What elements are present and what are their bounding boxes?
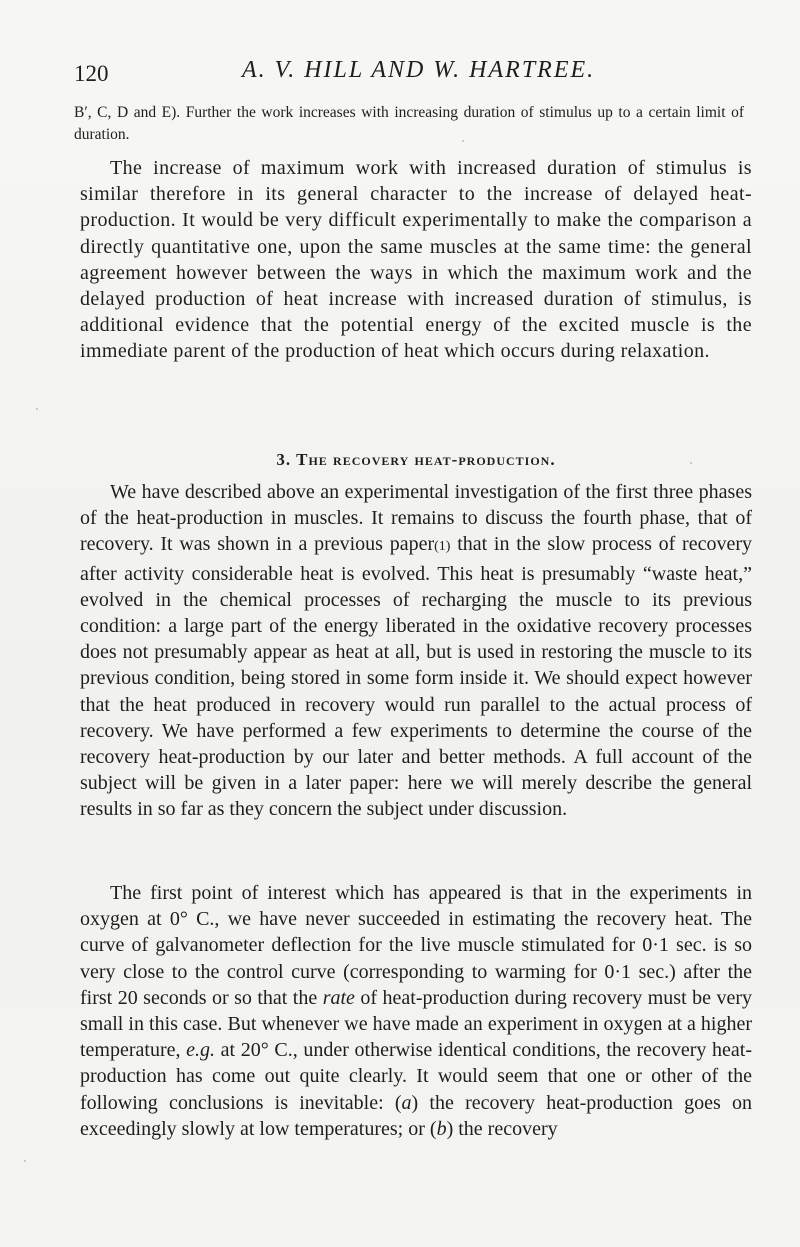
paragraph-3-part-1: The first point of interest which has appeared is that in the experiments in oxygen at 0° C., we have never succeeded in estimating the recovery heat. The curve of galvanometer deflection for the live muscle stimulated for 0·1 sec. is so very close to the control curve (corresponding to warming for 0·1 sec.) after the first 20 seconds or so that the xyxy=(80,882,752,1009)
paragraph-3-part-2: of heat-production during recovery must be very small in this case. But whenever we have made an experiment in oxygen at a higher temperature, xyxy=(80,986,753,1062)
section-title-initial: T xyxy=(296,450,309,469)
italic-b: b xyxy=(436,1117,447,1140)
section-number: 3. xyxy=(276,450,292,469)
section-title: he recovery heat-production. xyxy=(308,450,556,469)
page-header xyxy=(74,57,754,97)
paper-speck xyxy=(24,1160,26,1162)
paragraph-3-part-3: at 20° C., under otherwise identical conditions, the recovery heat-production has come out quite clearly. It would seem that one or other of the following conclusions is inevitable: ( xyxy=(80,1039,753,1114)
page-number: 120 xyxy=(74,61,109,86)
paragraph-3-part-5: ) the recovery xyxy=(446,1117,558,1140)
paragraph-2-text-b: that in the slow process of recovery after activity considerable heat is evolved. This heat is presumably “waste heat,” evolved in the chemical processes of recharging the muscle to its previous condition: a large part of the energy liberated in the oxidative recovery processes does not presumably appear as heat at all, but is used in restoring the muscle to its previous condition, being stored in some form inside it. We should expect however that the heat produced in recovery would run parallel to the actual process of recovery. We have performed a few experiments to determine the course of the recovery heat-production by our later and better methods. A full account of the subject will be given in a later paper: here we will merely describe the general results in so far as they concern the subject under discussion. xyxy=(80,533,752,821)
paragraph-first-point xyxy=(80,880,752,1142)
paragraph-maximum-work: The increase of maximum work with increased duration of stimulus is similar therefore in its general character to the increase of delayed heat-production. It would be very difficult experimentally to make the comparison a directly quantitative one, upon the same muscles at the same time: the general agreement however between the ways in which the maximum work and the delayed production of heat increase with increased duration of stimulus, is additional evidence that the potential energy of the excited muscle is the immediate parent of the production of heat which occurs during relaxation. xyxy=(80,157,752,363)
paper-speck xyxy=(690,462,692,464)
italic-rate: rate xyxy=(322,986,355,1009)
italic-a: a xyxy=(401,1091,412,1114)
paragraph-recovery-intro xyxy=(80,479,752,823)
section-heading xyxy=(80,450,752,470)
paper-speck xyxy=(36,408,38,410)
running-head: A. V. HILL AND W. HARTREE. xyxy=(242,57,596,83)
italic-eg: e.g. xyxy=(186,1039,216,1062)
paper-speck xyxy=(462,140,464,142)
reference-marker: (1) xyxy=(434,539,451,555)
continuation-paragraph: B′, C, D and E). Further the work increases with increasing duration of stimulus up to a certain limit of duration. xyxy=(74,104,744,143)
paragraph-3-part-4: ) the recovery heat-production goes on exceedingly slowly at low temperatures; or ( xyxy=(80,1091,752,1140)
paragraph-2-text-a: We have described above an experimental investigation of the first three phases of the heat-production in muscles. It remains to discuss the fourth phase, that of recovery. It was shown in a previous paper xyxy=(80,481,752,556)
